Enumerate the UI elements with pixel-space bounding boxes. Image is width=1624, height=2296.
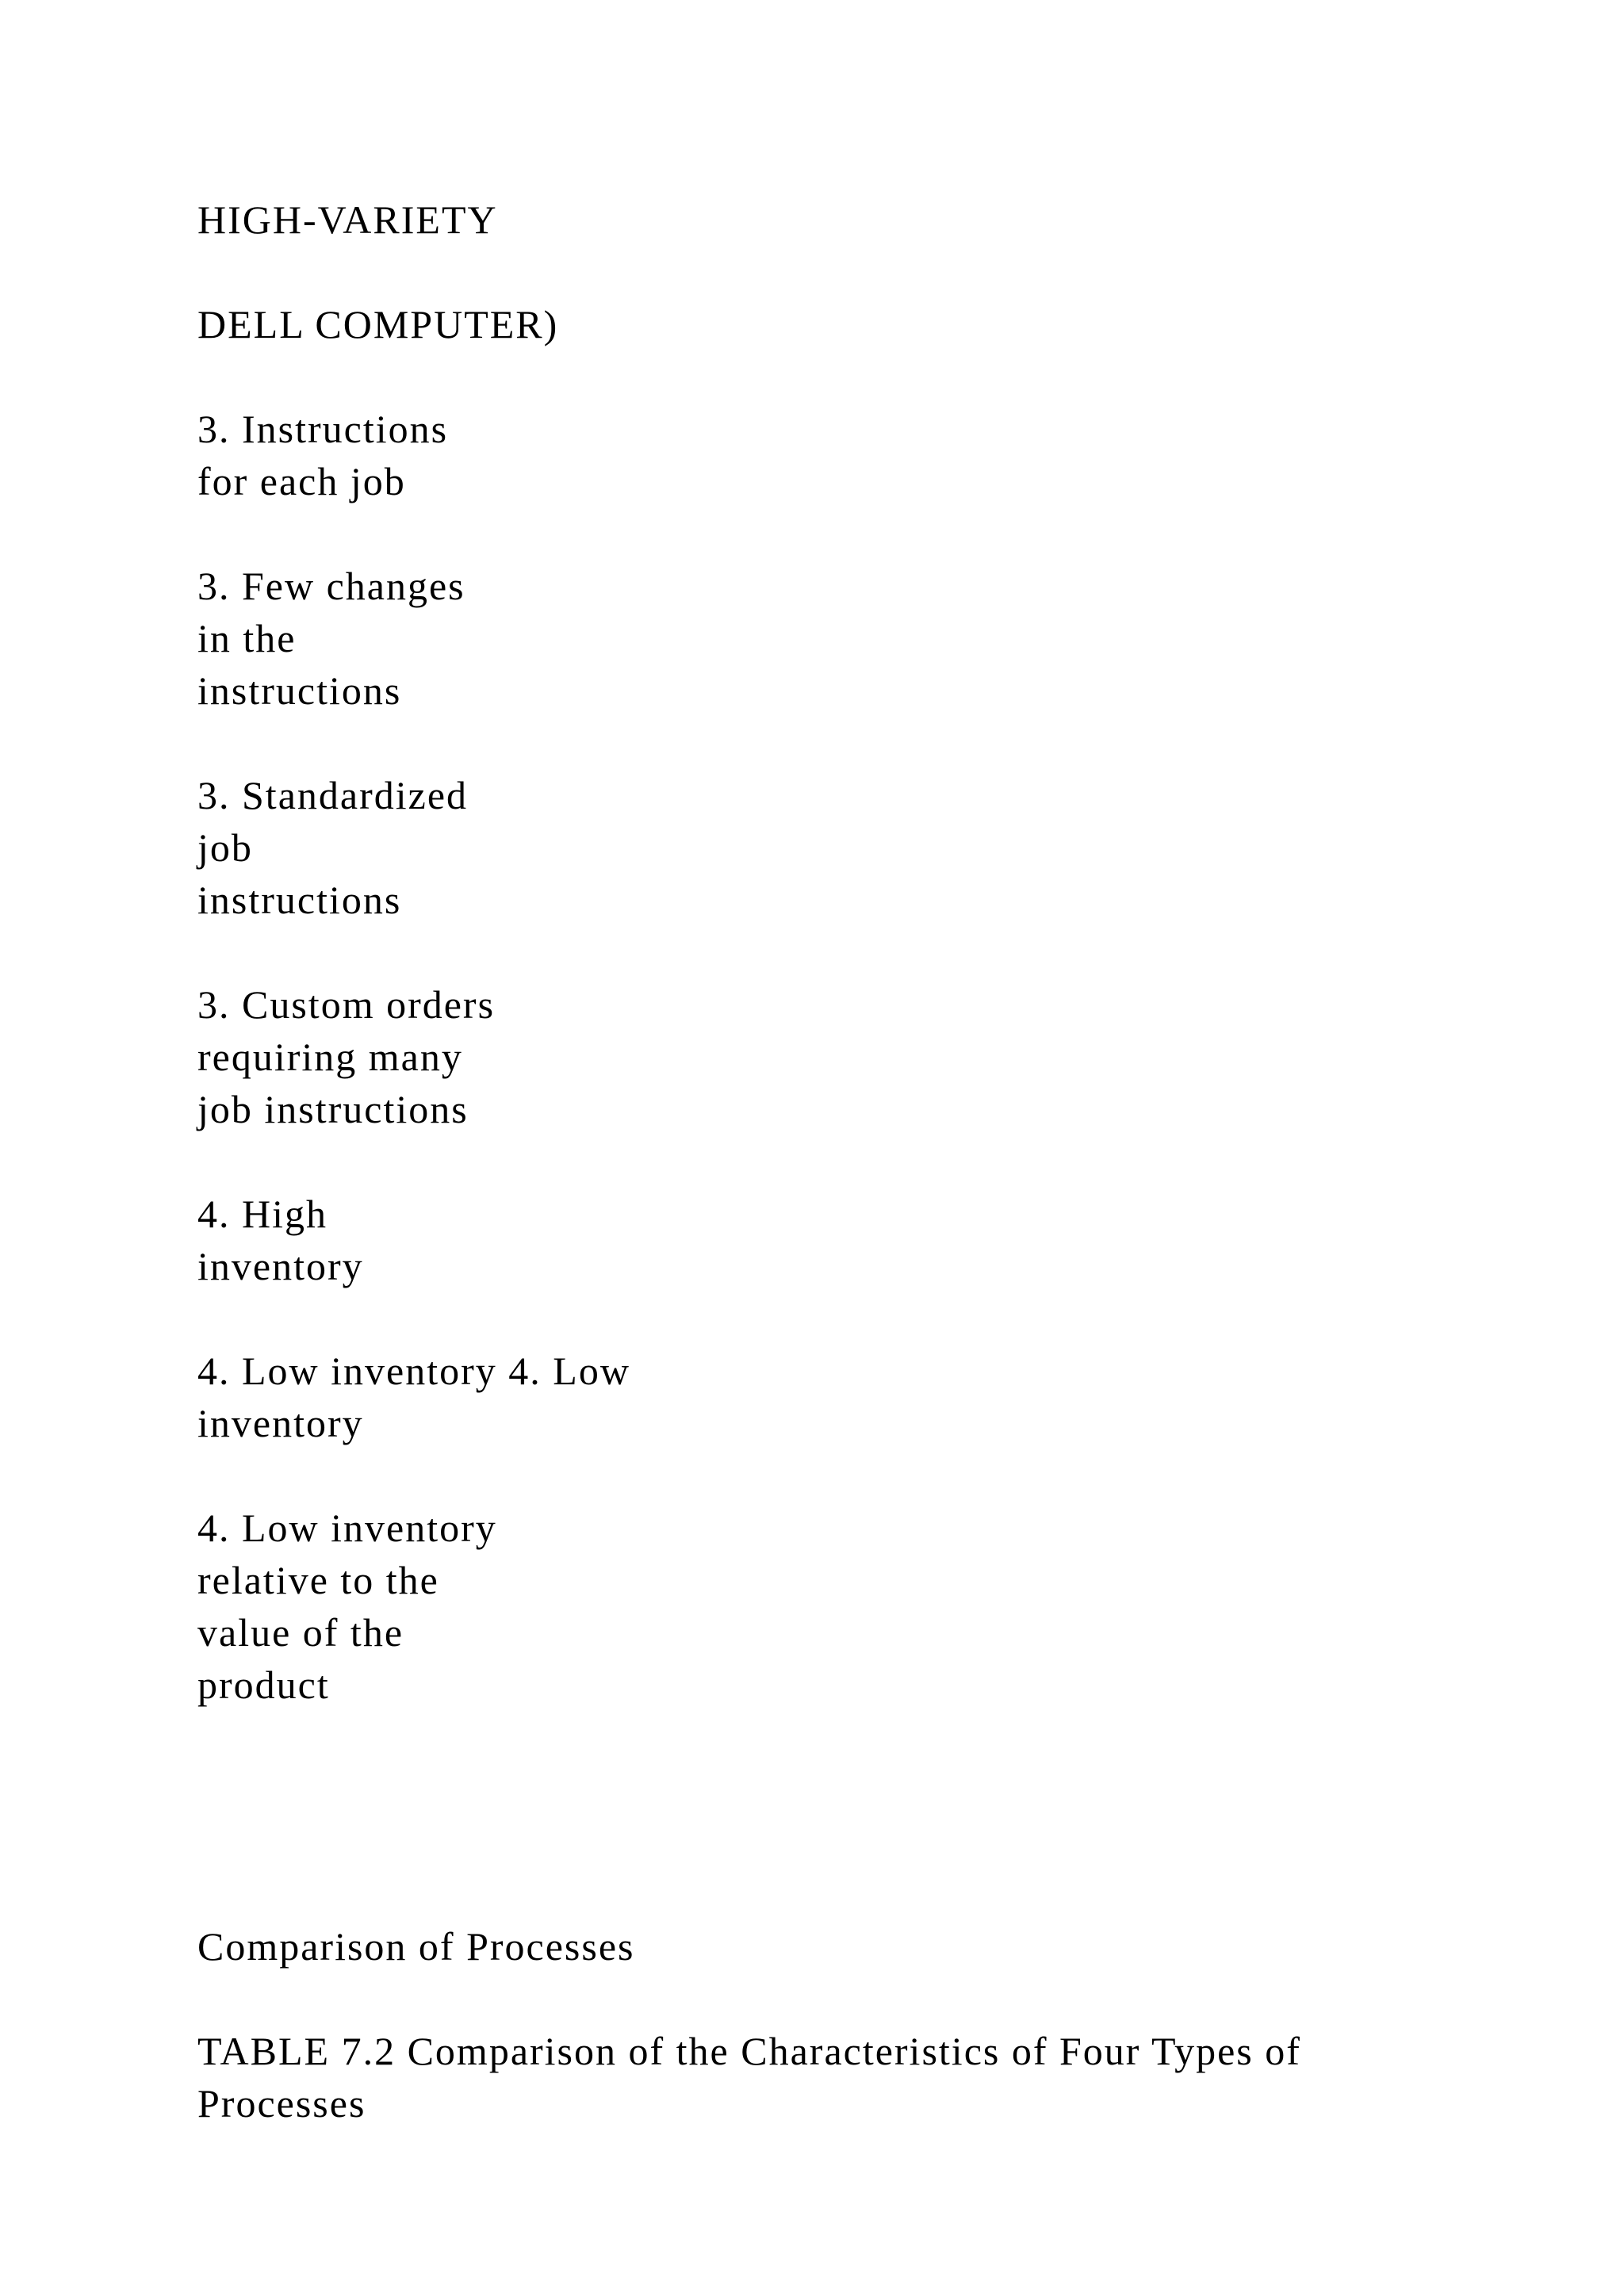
section-heading: Comparison of Processes bbox=[197, 1924, 635, 1969]
text-line: job instructions bbox=[197, 1087, 469, 1131]
text-line: inventory bbox=[197, 1244, 364, 1288]
table-caption-line: Processes bbox=[197, 2081, 366, 2126]
text-line: 3. Custom orders bbox=[197, 982, 496, 1027]
text-line: instructions bbox=[197, 668, 402, 713]
text-line: instructions bbox=[197, 878, 402, 922]
text-line: requiring many bbox=[197, 1035, 463, 1079]
section-spacer bbox=[197, 1763, 1434, 1920]
text-block-2 bbox=[197, 298, 1434, 350]
text-block-9 bbox=[197, 1502, 1434, 1711]
text-line: 3. Instructions bbox=[197, 407, 449, 451]
text-line: for each job bbox=[197, 459, 406, 503]
text-block-4 bbox=[197, 560, 1434, 717]
text-line: inventory bbox=[197, 1401, 364, 1445]
document-body bbox=[197, 193, 1434, 2182]
text-line: in the bbox=[197, 616, 297, 660]
text-line: DELL COMPUTER) bbox=[197, 302, 559, 346]
text-block-3 bbox=[197, 403, 1434, 507]
text-line: relative to the bbox=[197, 1558, 439, 1602]
text-block-8 bbox=[197, 1345, 1434, 1449]
text-line: value of the bbox=[197, 1610, 404, 1655]
section-heading-block bbox=[197, 1920, 1434, 1973]
table-caption-block bbox=[197, 2025, 1434, 2130]
table-caption-line: TABLE 7.2 Comparison of the Characteristics of Four Types of bbox=[197, 2029, 1301, 2073]
text-block-1 bbox=[197, 193, 1434, 246]
text-block-7 bbox=[197, 1188, 1434, 1292]
text-line: job bbox=[197, 825, 253, 870]
text-line: 3. Few changes bbox=[197, 564, 465, 608]
text-block-5 bbox=[197, 769, 1434, 926]
text-line: 4. Low inventory bbox=[197, 1506, 497, 1550]
text-block-6 bbox=[197, 978, 1434, 1135]
text-line: product bbox=[197, 1663, 330, 1707]
text-line: 4. High bbox=[197, 1192, 327, 1236]
text-line: 3. Standardized bbox=[197, 773, 469, 817]
text-line: 4. Low inventory 4. Low bbox=[197, 1349, 630, 1393]
text-line: HIGH-VARIETY bbox=[197, 197, 498, 242]
